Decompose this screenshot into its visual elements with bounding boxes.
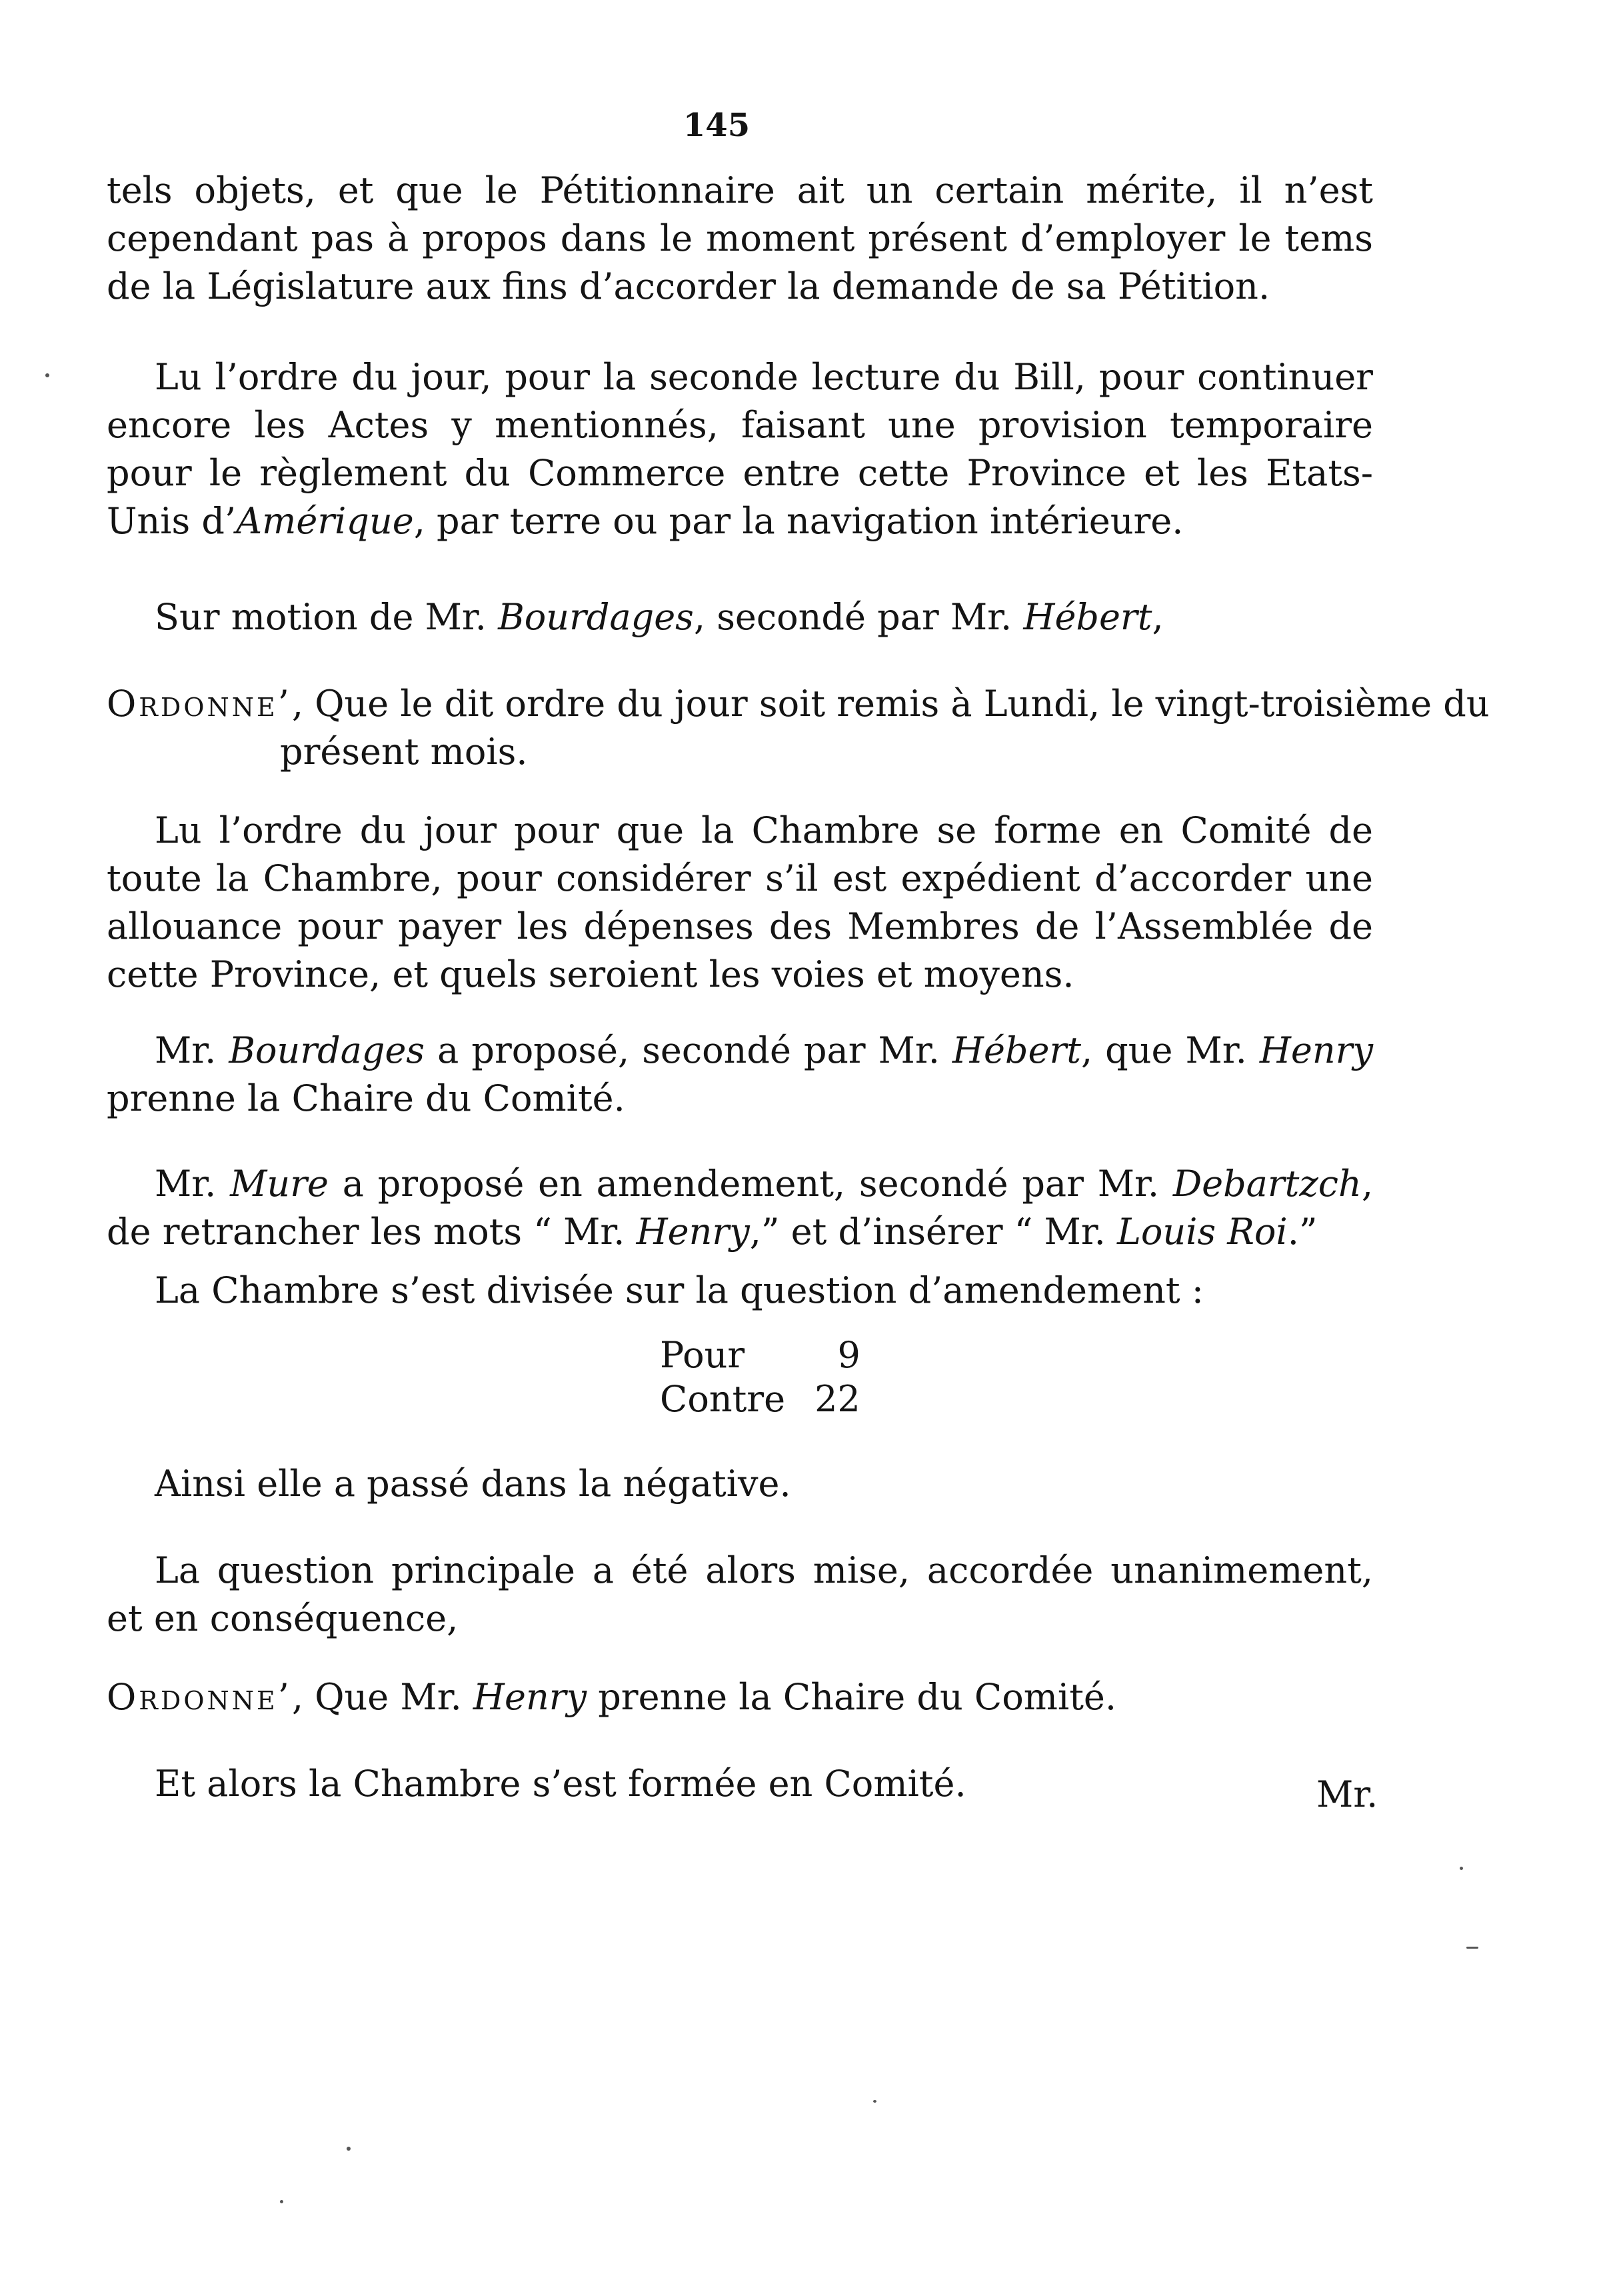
vote-row-contre	[660, 1377, 870, 1421]
scan-speck	[45, 373, 49, 377]
member-name: Bourdages	[229, 1029, 425, 1071]
member-name: Louis Roi	[1116, 1211, 1288, 1253]
paragraph-bill-reading: Lu l’ordre du jour, pour la seconde lecture du Bill, pour continuer encore les Actes y mentionnés, faisant une provision temporaire pour le règlement du Commerce entre cette Province et les Etats-Unis d’Amérique, par terre ou par la navigation intérieure.	[107, 356, 1373, 542]
ordonne-label: Ordonne’	[107, 1676, 292, 1718]
italic-place-name: Amérique	[236, 500, 414, 542]
paragraph-committee-formed: Et alors la Chambre s’est formée en Comité.	[155, 1763, 966, 1805]
scan-speck	[347, 2147, 351, 2151]
scan-speck	[1466, 1947, 1478, 1949]
vote-label: Contre	[660, 1378, 786, 1420]
vote-row-pour	[660, 1333, 870, 1377]
paragraph-bourdages-proposal: Mr. Bourdages a proposé, secondé par Mr. Hébert, que Mr. Henry prenne la Chaire du Comité.	[107, 1029, 1373, 1119]
member-name: Henry	[1259, 1029, 1373, 1071]
scan-speck	[873, 2100, 876, 2103]
member-name: Henry	[473, 1676, 587, 1718]
paragraph-motion: Sur motion de Mr. Bourdages, secondé par Mr. Hébert,	[155, 596, 1164, 638]
member-name: Mure	[230, 1163, 329, 1205]
paragraph-committee-order: Lu l’ordre du jour pour que la Chambre se forme en Comité de toute la Chambre, pour considérer s’il est expédient d’accorder une allouance pour payer les dépenses des Membres de l’Assemblée de cette Province, et quels seroient les voies et moyens.	[107, 809, 1373, 995]
paragraph-negative: Ainsi elle a passé dans la négative.	[155, 1463, 791, 1505]
member-name: Bourdages	[498, 596, 694, 638]
vote-label: Pour	[660, 1334, 745, 1376]
page-number: 145	[683, 107, 751, 144]
member-name: Hébert	[1023, 596, 1152, 638]
member-name: Debartzch	[1172, 1163, 1362, 1205]
member-name: Henry	[636, 1211, 750, 1253]
scan-speck	[1460, 1867, 1463, 1870]
member-name: Hébert	[952, 1029, 1081, 1071]
catchword: Mr.	[1316, 1773, 1378, 1815]
ordonne-label: Ordonne’	[107, 683, 292, 725]
vote-count: 9	[837, 1334, 860, 1376]
vote-tally	[660, 1333, 870, 1421]
paragraph-order-postpone: Ordonne’, Que le dit ordre du jour soit remis à Lundi, le vingt-troisième du présent mois.	[107, 683, 1490, 773]
paragraph-division: La Chambre s’est divisée sur la question d’amendement :	[155, 1269, 1204, 1311]
paragraph-petition-conclusion: tels objets, et que le Pétitionnaire ait un certain mérite, il n’est cependant pas à propos dans le moment présent d’employer le tems de la Législature aux fins d’accorder la demande de sa Pétition.	[107, 169, 1373, 307]
vote-count: 22	[814, 1378, 860, 1420]
paragraph-order-henry: Ordonne’, Que Mr. Henry prenne la Chaire du Comité.	[107, 1676, 1117, 1718]
paragraph-mure-amendment: Mr. Mure a proposé en amendement, secondé par Mr. Debartzch, de retrancher les mots “ Mr. Henry,” et d’insérer “ Mr. Louis Roi.”	[107, 1163, 1373, 1253]
paragraph-main-question: La question principale a été alors mise, accordée unanimement, et en conséquence,	[107, 1549, 1373, 1639]
scan-speck	[280, 2200, 283, 2203]
